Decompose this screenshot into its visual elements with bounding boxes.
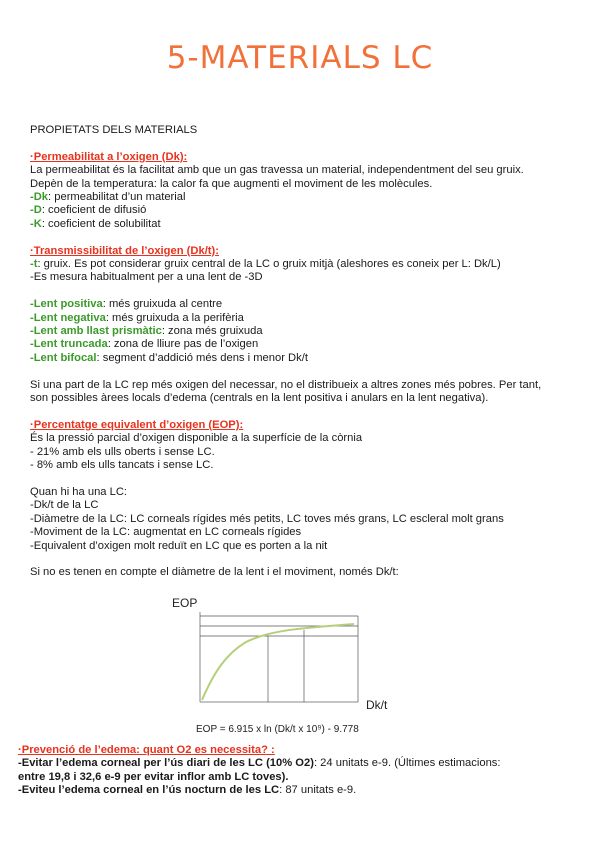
prevention-section [18,744,578,798]
list-item: -Equivalent d’oxigen molt reduït en LC que es porten a la nit [30,539,328,552]
paragraph-line-1: Si una part de la LC rep més oxigen del necessar, no el distribueix a altres zones més pobres. Per tant, [30,378,542,391]
section-subtitle: PROPIETATS DELS MATERIALS [30,124,198,136]
chart-note: Si no es tenen en compte el diàmetre de la lent i el moviment, només Dk/t: [30,566,399,579]
term: -D [30,204,42,217]
term: -Lent truncada [30,338,108,351]
term: -Lent negativa [30,311,106,324]
prevention-heading: ·Prevenció de l’edema: quant O2 es necessita? : [18,744,275,756]
list-item: -Diàmetre de la LC: LC corneals rígides més petits, LC toves més grans, LC escleral molt grans [30,512,504,525]
list-item: -t: gruix. Es pot considerar gruix central de la LC o gruix mitjà (aleshores es coneix per L: Dk/L) [30,258,501,271]
term: -Lent bifocal [30,351,97,364]
list-item: -D: coeficient de difusió [30,204,147,217]
term: -Lent positiva [30,298,103,311]
with-lc-intro: Quan hi ha una LC: [30,485,128,498]
term: -t [30,258,38,271]
permeability-heading: ·Permeabilitat a l’oxigen (Dk): [30,150,188,163]
permeability-text-1: La permeabilitat és la facilitat amb que un gas travessa un material, independentment del seu gruix. [30,164,524,177]
list-item: -Moviment de la LC: augmentat en LC corneals rígides [30,526,302,539]
list-item: -Lent positiva: més gruixuda al centre [30,298,223,311]
list-item: -Dk/t de la LC [30,499,99,512]
eop-heading: ·Percentatge equivalent d’oxigen (EOP): [30,418,244,431]
transmissibility-heading: ·Transmissibilitat de l’oxigen (Dk/t): [30,244,219,257]
permeability-text-2: Depèn de la temperatura: la calor fa que augmenti el moviment de les molècules. [30,177,433,190]
list-item: -Lent amb llast prismàtic: zona més gruixuda [30,325,263,338]
x-axis-label: Dk/t [366,698,388,712]
list-item: -Lent negativa: més gruixuda a la perifèria [30,311,244,324]
prevention-line-2: entre 19,8 i 32,6 e-9 per evitar inflor amb LC toves). [18,770,289,783]
list-item: -Dk: permeabilitat d’un material [30,191,186,204]
eop-text-3: - 8% amb els ulls tancats i sense LC. [30,459,214,472]
eop-curve [202,624,354,700]
list-item: -K: coeficient de solubilitat [30,217,161,230]
prevention-line-3: -Eviteu l’edema corneal en l’ús nocturn de les LC: 87 unitats e-9. [18,784,357,797]
term: -K [30,217,42,230]
list-item: -Lent truncada: zona de lliure pas de l’oxigen [30,338,259,351]
page-title: 5-MATERIALS LC [166,40,434,76]
eop-text-2: - 21% amb els ulls oberts i sense LC. [30,445,215,458]
chart-formula: EOP = 6.915 x ln (Dk/t x 10⁹) - 9.778 [196,724,359,735]
document-body [30,124,578,580]
eop-text-1: És la pressió parcial d’oxigen disponible a la superfície de la còrnia [30,432,363,445]
list-item: -Lent bifocal: segment d’addició més dens i menor Dk/t [30,351,308,364]
term: -Dk [30,191,49,204]
paragraph-line-2: son possibles àrees locals d’edema (centrals en la lent positiva i anulars en la lent negativa). [30,392,489,405]
eop-chart [162,592,402,740]
transmissibility-text-2: -Es mesura habitualment per a una lent de -3D [30,271,263,284]
term: -Lent amb llast prismàtic [30,325,162,338]
eop-chart-svg [162,592,402,740]
y-axis-label: EOP [172,596,198,610]
prevention-line-1: -Evitar l’edema corneal per l’ús diari de les LC (10% O2): 24 unitats e-9. (Últimes estimacions: [18,757,501,770]
